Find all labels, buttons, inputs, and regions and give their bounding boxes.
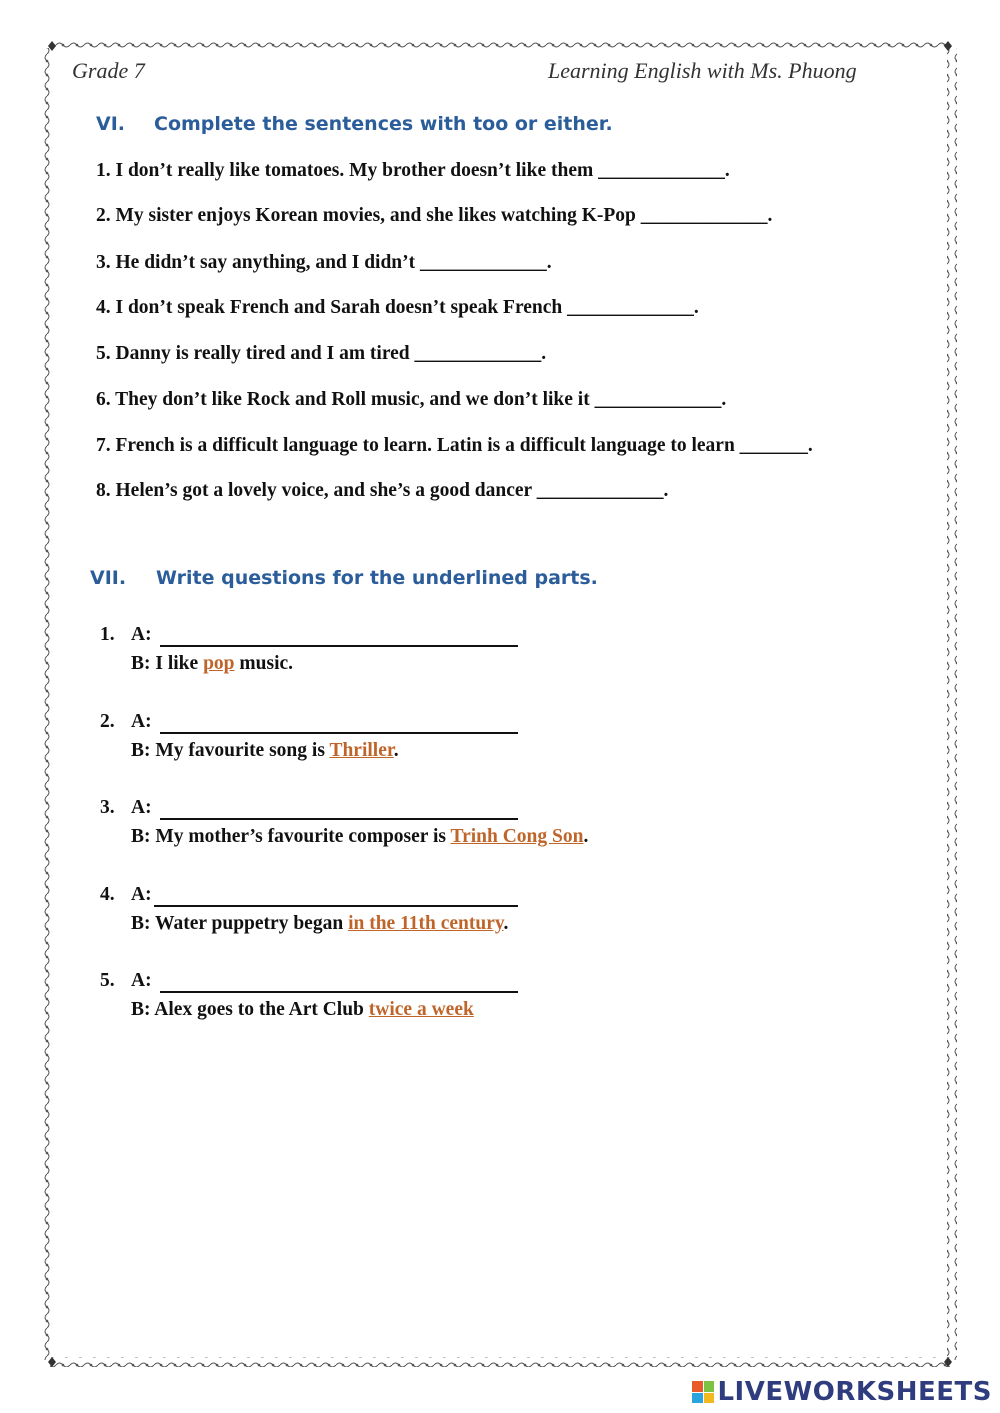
question-5-b-line — [131, 999, 474, 1021]
question-1-a-label: A: — [131, 624, 152, 645]
question-2-b-line — [131, 740, 399, 762]
course-title: Learning English with Ms. Phuong — [548, 58, 857, 83]
question-4-number: 4. — [100, 884, 115, 905]
question-5-a-label: A: — [131, 970, 152, 991]
question-5-number: 5. — [100, 970, 115, 991]
sentence-3: 3. He didn’t say anything, and I didn’t _____________. — [96, 252, 552, 273]
sentence-7: 7. French is a difficult language to learn. Latin is a difficult language to learn _______. — [96, 435, 813, 456]
question-1-b-suffix: music. — [234, 653, 294, 674]
question-4-b-prefix: B: Water puppetry began — [131, 913, 349, 934]
question-2-underlined: Thriller — [329, 740, 394, 761]
grade-label: Grade 7 — [72, 58, 145, 83]
section-7-title — [90, 567, 598, 589]
question-3-number: 3. — [100, 797, 115, 818]
question-4-b-line — [131, 913, 508, 935]
question-5-b-prefix: B: Alex goes to the Art Club — [131, 999, 369, 1020]
section-7-heading: Write questions for the underlined parts. — [156, 567, 598, 589]
question-3-b-line — [131, 826, 588, 848]
question-4-underlined: in the 11th century — [348, 913, 504, 934]
brand-text: LIVEWORKSHEETS — [717, 1377, 992, 1407]
sentence-8: 8. Helen’s got a lovely voice, and she’s a good dancer _____________. — [96, 480, 669, 501]
question-4-b-suffix: . — [503, 913, 509, 934]
liveworksheets-brand[interactable] — [692, 1377, 992, 1407]
question-1-number: 1. — [100, 624, 115, 645]
question-3-underlined: Trinh Cong Son — [450, 826, 584, 847]
question-3-b-suffix: . — [583, 826, 589, 847]
question-2-b-prefix: B: My favourite song is — [131, 740, 330, 761]
sentence-1: 1. I don’t really like tomatoes. My brother doesn’t like them _____________. — [96, 160, 730, 181]
sentence-4: 4. I don’t speak French and Sarah doesn’t speak French _____________. — [96, 297, 699, 318]
question-2-answer-line[interactable] — [160, 732, 518, 734]
question-3-a-label: A: — [131, 797, 152, 818]
question-3-answer-line[interactable] — [160, 818, 518, 820]
decorative-border — [42, 40, 958, 1368]
question-1-b-prefix: B: I like — [131, 653, 204, 674]
question-4-a-label: A: — [131, 884, 152, 905]
sentence-5: 5. Danny is really tired and I am tired _____________. — [96, 343, 547, 364]
question-1-underlined: pop — [203, 653, 235, 674]
question-2-number: 2. — [100, 711, 115, 732]
question-5-underlined: twice a week — [368, 999, 474, 1020]
question-3-b-prefix: B: My mother’s favourite composer is — [131, 826, 451, 847]
liveworksheets-logo-icon — [692, 1381, 714, 1403]
question-1-b-line — [131, 653, 293, 675]
question-4-answer-line[interactable] — [154, 905, 518, 907]
section-6-title — [96, 113, 613, 135]
section-6-number: VI. — [96, 113, 125, 135]
section-7-number: VII. — [90, 567, 127, 589]
sentence-6: 6. They don’t like Rock and Roll music, and we don’t like it _____________. — [96, 389, 727, 410]
sentence-2: 2. My sister enjoys Korean movies, and she likes watching K-Pop _____________. — [96, 205, 773, 226]
question-2-a-label: A: — [131, 711, 152, 732]
question-5-answer-line[interactable] — [160, 991, 518, 993]
question-1-answer-line[interactable] — [160, 645, 518, 647]
section-6-heading: Complete the sentences with too or either. — [154, 113, 613, 135]
question-2-b-suffix: . — [393, 740, 399, 761]
